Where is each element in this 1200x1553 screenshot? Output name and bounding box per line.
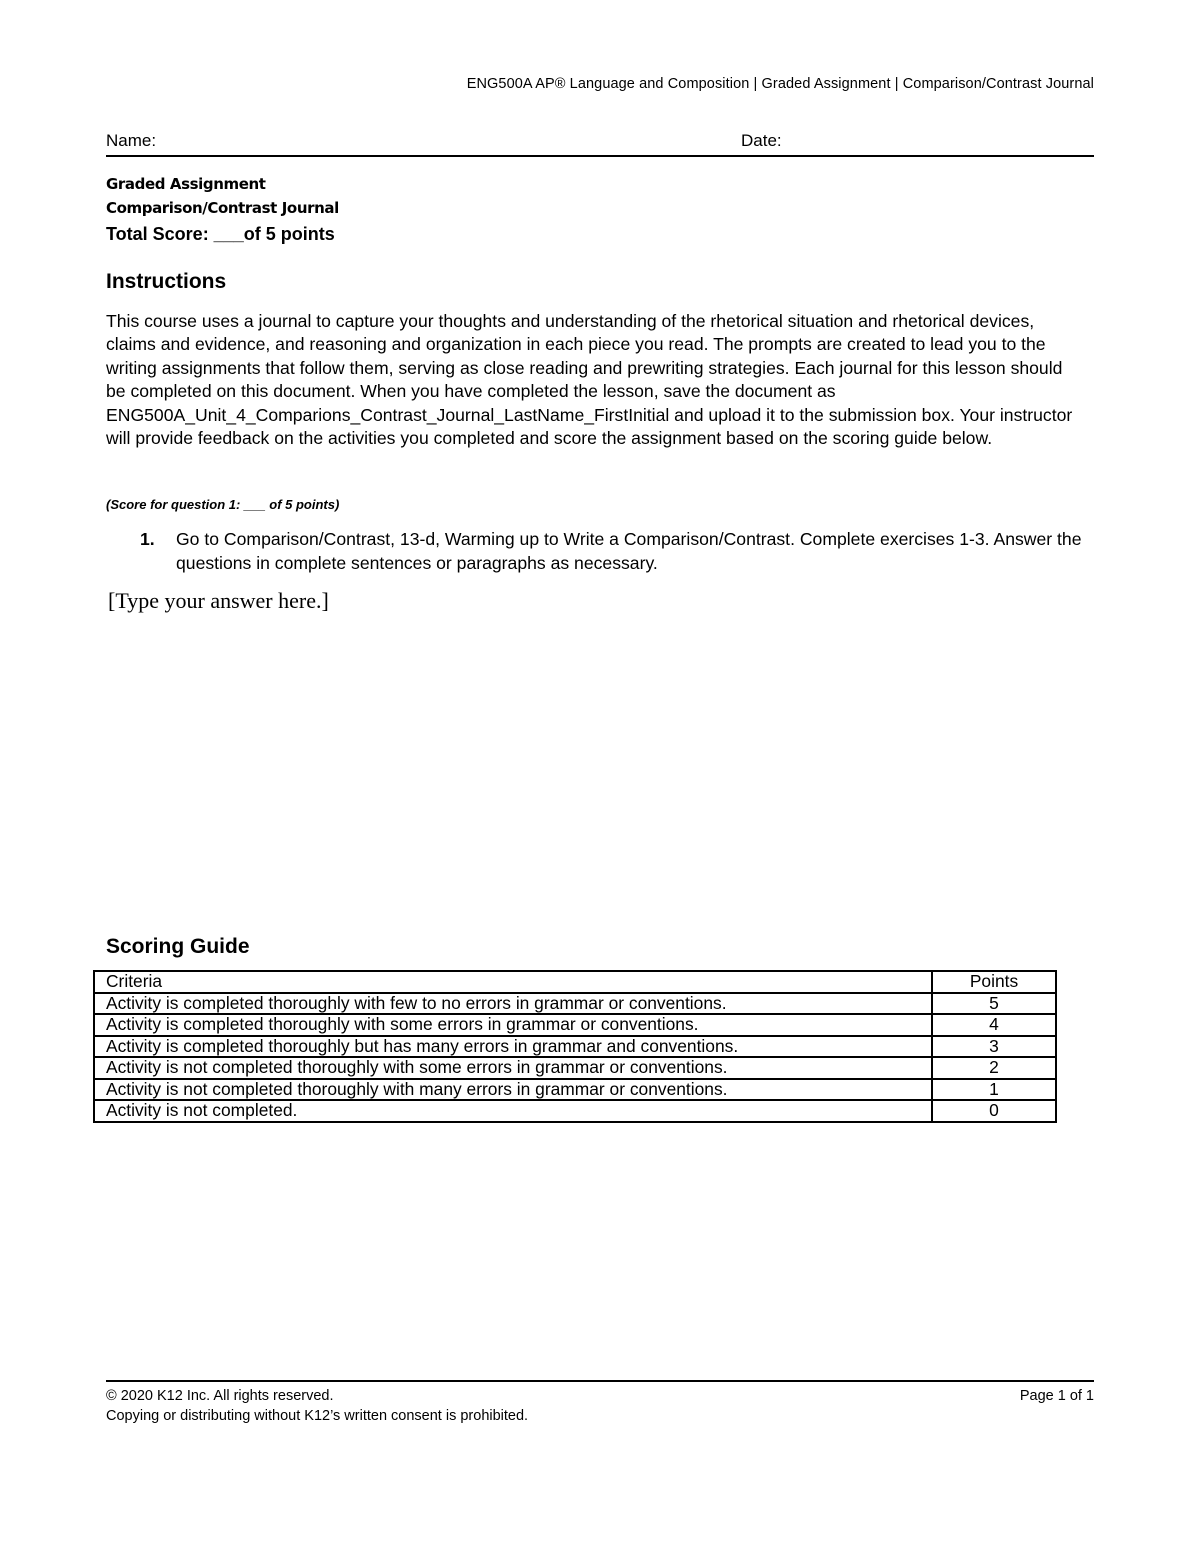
- table-row: [94, 1100, 1056, 1122]
- points-cell: 0: [932, 1100, 1056, 1122]
- page-footer: [106, 1380, 1094, 1424]
- criteria-cell: Activity is not completed thoroughly with some errors in grammar or conventions.: [94, 1057, 932, 1079]
- criteria-cell: Activity is completed thoroughly with few to no errors in grammar or conventions.: [94, 993, 932, 1015]
- criteria-cell: Activity is not completed thoroughly with many errors in grammar or conventions.: [94, 1079, 932, 1101]
- criteria-header: Criteria: [94, 971, 932, 993]
- points-cell: 2: [932, 1057, 1056, 1079]
- points-cell: 4: [932, 1014, 1056, 1036]
- table-row: [94, 1014, 1056, 1036]
- question-score: (Score for question 1: ___ of 5 points): [106, 497, 340, 512]
- question-number: 1.: [140, 529, 155, 549]
- points-cell: 5: [932, 993, 1056, 1015]
- name-label: Name:: [106, 131, 157, 150]
- assignment-title-block: [106, 172, 339, 220]
- question-item: [140, 527, 1100, 575]
- answer-field[interactable]: [Type your answer here.]: [108, 588, 329, 613]
- footer-copyright: © 2020 K12 Inc. All rights reserved.: [106, 1388, 334, 1404]
- footer-notice: Copying or distributing without K12’s written consent is prohibited.: [106, 1408, 529, 1424]
- table-row: [94, 1036, 1056, 1058]
- assignment-type: Graded Assignment: [106, 175, 266, 193]
- table-row: [94, 1057, 1056, 1079]
- footer-page-number: Page 1 of 1: [1019, 1388, 1094, 1404]
- name-date-row: [106, 131, 1094, 157]
- date-label: Date:: [741, 131, 782, 150]
- question-text: Go to Comparison/Contrast, 13-d, Warming up to Write a Comparison/Contrast. Complete exercises 1-3. Answer the questions in complete sentences or paragraphs as necessary.: [176, 529, 1082, 573]
- table-header-row: [94, 971, 1056, 993]
- points-cell: 1: [932, 1079, 1056, 1101]
- criteria-cell: Activity is not completed.: [94, 1100, 932, 1122]
- total-score: Total Score: ___of 5 points: [106, 224, 335, 244]
- points-cell: 3: [932, 1036, 1056, 1058]
- document-header: ENG500A AP® Language and Composition | Graded Assignment | Comparison/Contrast Journal: [466, 76, 1094, 92]
- criteria-cell: Activity is completed thoroughly with some errors in grammar or conventions.: [94, 1014, 932, 1036]
- scoring-guide-heading: Scoring Guide: [106, 935, 250, 958]
- criteria-cell: Activity is completed thoroughly but has many errors in grammar and conventions.: [94, 1036, 932, 1058]
- table-row: [94, 993, 1056, 1015]
- instructions-body: This course uses a journal to capture your thoughts and understanding of the rhetorical situation and rhetorical devices, claims and evidence, and reasoning and organization in each piece you read. The prompts are created to lead you to the writing assignments that follow them, serving as close reading and prewriting strategies. Each journal for this lesson should be completed on this document. When you have completed the lesson, save the document as ENG500A_Unit_4_Comparions_Contrast_Journal_LastName_FirstInitial and upload it to the submission box. Your instructor will provide feedback on the activities you completed and score the assignment based on the scoring guide below.: [106, 311, 1073, 449]
- assignment-title: Comparison/Contrast Journal: [106, 199, 339, 217]
- scoring-guide-table: [93, 970, 1057, 1123]
- table-row: [94, 1079, 1056, 1101]
- points-header: Points: [932, 971, 1056, 993]
- instructions-heading: Instructions: [106, 270, 227, 293]
